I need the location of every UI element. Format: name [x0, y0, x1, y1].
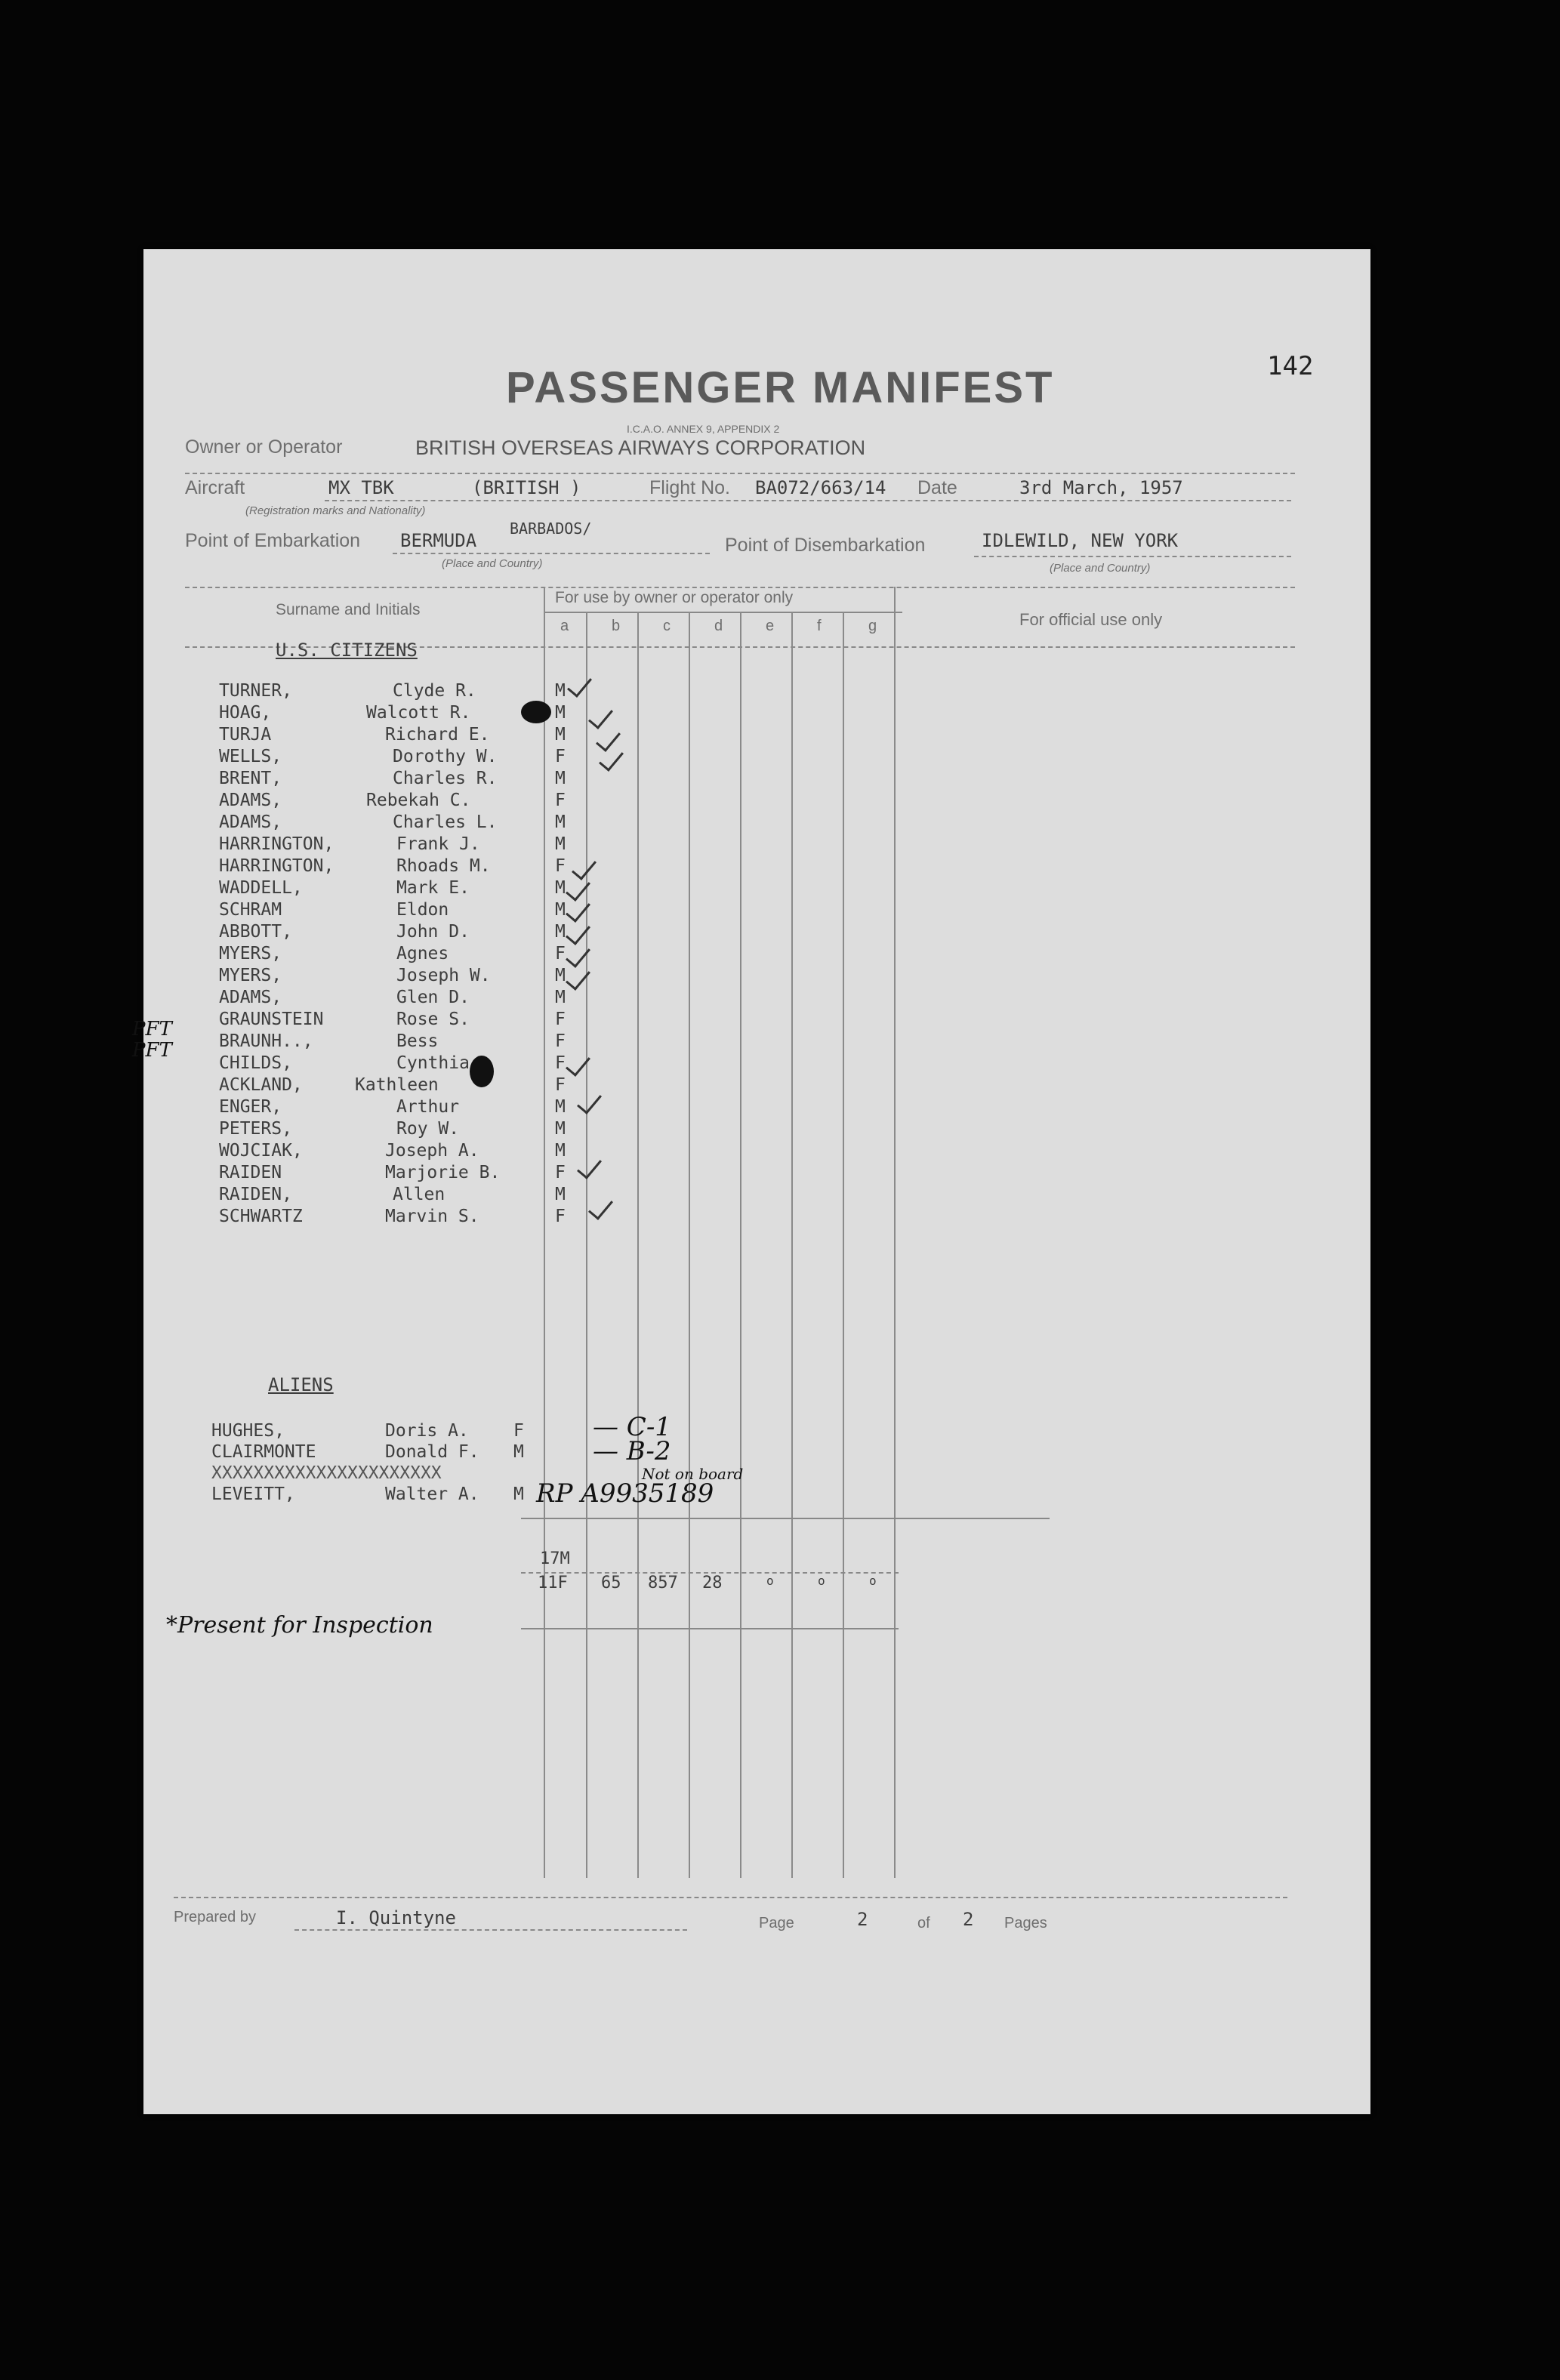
passenger-given: Agnes [396, 944, 449, 963]
aircraft-nationality: (BRITISH ) [472, 477, 581, 498]
of-value: 2 [963, 1909, 974, 1930]
passenger-given: Eldon [396, 900, 449, 920]
passenger-surname: RAIDEN [219, 1163, 282, 1182]
totals-col-e: o [766, 1574, 774, 1588]
disembark-sub: (Place and Country) [1050, 562, 1151, 575]
rule-footer [174, 1897, 1287, 1898]
embark-value: BERMUDA [400, 530, 477, 551]
rule-aircraft [325, 500, 1291, 501]
col-c: c [663, 618, 671, 634]
passenger-given: Rebekah C. [366, 791, 471, 810]
passenger-sex: M [555, 922, 566, 942]
page-value: 2 [857, 1909, 868, 1930]
passenger-surname: LEVEITT, [211, 1484, 295, 1504]
check-mark [577, 1153, 602, 1179]
col-d: d [714, 618, 723, 634]
check-mark [588, 1194, 613, 1220]
passenger-surname: SCHRAM [219, 900, 282, 920]
passenger-sex: M [555, 681, 566, 701]
date-label: Date [917, 477, 957, 498]
passenger-surname: HOAG, [219, 703, 272, 723]
operator-value: BRITISH OVERSEAS AIRWAYS CORPORATION [415, 436, 866, 459]
passenger-given: Roy W. [396, 1119, 460, 1139]
totals-count-females: 11F [538, 1574, 568, 1592]
of-label: of [917, 1915, 930, 1931]
section-aliens: ALIENS [268, 1374, 334, 1395]
pages-label: Pages [1004, 1915, 1047, 1931]
pft-mark: PFT [132, 1018, 172, 1040]
flight-label: Flight No. [649, 477, 730, 498]
passenger-given: Marjorie B. [385, 1163, 501, 1182]
passenger-sex: M [555, 725, 566, 745]
passenger-surname: SCHWARTZ [219, 1207, 303, 1226]
page-label: Page [759, 1915, 794, 1931]
rule-table-top [185, 587, 1295, 588]
col-b: b [612, 618, 621, 634]
passenger-sex: M [555, 1119, 566, 1139]
check-mark [577, 1088, 602, 1114]
passenger-surname: PETERS, [219, 1119, 292, 1139]
passenger-surname: MYERS, [219, 944, 282, 963]
passenger-sex: M [555, 812, 566, 832]
passenger-sex: M [513, 1442, 524, 1462]
passenger-note: — B-2 [593, 1436, 671, 1466]
passenger-given: Kathleen [355, 1075, 439, 1095]
passenger-surname: WADDELL, [219, 878, 303, 898]
passenger-given: Charles R. [393, 769, 498, 788]
passenger-sex: F [555, 1075, 566, 1095]
col-line-2 [637, 612, 639, 1878]
passenger-given: Allen [393, 1185, 445, 1204]
passenger-surname: ADAMS, [219, 791, 282, 810]
passenger-given: Frank J. [396, 834, 480, 854]
passenger-surname: HUGHES, [211, 1421, 285, 1441]
rule-totals-bottom [521, 1628, 899, 1629]
col-line-3 [689, 612, 690, 1878]
passenger-sex: F [555, 944, 566, 963]
passenger-sex: F [555, 791, 566, 810]
passenger-sex: M [555, 769, 566, 788]
passenger-sex: M [513, 1484, 524, 1504]
manifest-title: PASSENGER MANIFEST [506, 363, 1055, 412]
rule-top [185, 473, 1295, 474]
passenger-given: Doris A. [385, 1421, 469, 1441]
passenger-given: Joseph A. [385, 1141, 479, 1161]
passenger-surname: TURNER, [219, 681, 292, 701]
passenger-surname: ADAMS, [219, 812, 282, 832]
col-g: g [868, 618, 877, 634]
passenger-sex: F [555, 856, 566, 876]
passenger-surname: ENGER, [219, 1097, 282, 1117]
totals-col-f: o [818, 1574, 825, 1588]
col-owner-header: For use by owner or operator only [555, 589, 794, 606]
embark-label: Point of Embarkation [185, 530, 361, 551]
passenger-sex: F [513, 1421, 524, 1441]
passenger-sex: M [555, 703, 566, 723]
passenger-surname: WOJCIAK, [219, 1141, 303, 1161]
passenger-sex: M [555, 1141, 566, 1161]
passenger-given: Joseph W. [396, 966, 491, 985]
manifest-subtitle: I.C.A.O. ANNEX 9, APPENDIX 2 [627, 423, 780, 435]
passenger-given: Mark E. [396, 878, 470, 898]
manifest-sheet [132, 249, 1370, 2114]
footnote: *Present for Inspection [166, 1612, 433, 1639]
passenger-sex: M [555, 966, 566, 985]
passenger-sex: M [555, 900, 566, 920]
passenger-surname: ABBOTT, [219, 922, 292, 942]
passenger-surname: HARRINGTON, [219, 856, 335, 876]
passenger-sex: F [555, 1053, 566, 1073]
passenger-surname: MYERS, [219, 966, 282, 985]
passenger-surname: BRENT, [219, 769, 282, 788]
page-number: 142 [1267, 351, 1314, 381]
col-line-5 [791, 612, 793, 1878]
aircraft-value: MX TBK [328, 477, 394, 498]
passenger-surname: GRAUNSTEIN [219, 1010, 324, 1029]
col-f: f [817, 618, 822, 634]
passenger-sex: F [555, 1163, 566, 1182]
passenger-sex: M [555, 1097, 566, 1117]
col-e: e [766, 618, 775, 634]
passenger-given: Donald F. [385, 1442, 479, 1462]
col-surname-header: Surname and Initials [276, 601, 421, 618]
rule-embark [393, 553, 710, 554]
col-line-1 [586, 612, 587, 1878]
passenger-sex: M [555, 878, 566, 898]
prepared-value: I. Quintyne [336, 1907, 456, 1928]
passenger-surname: ACKLAND, [219, 1075, 303, 1095]
passenger-sex: F [555, 1031, 566, 1051]
passenger-given: Clyde R. [393, 681, 476, 701]
embark-value-2: BARBADOS/ [510, 519, 592, 538]
ink-blot [470, 1056, 494, 1087]
passenger-given: Walcott R. [366, 703, 471, 723]
passenger-given: Bess [396, 1031, 439, 1051]
totals-col-c: 857 [648, 1574, 678, 1592]
passenger-given: Marvin S. [385, 1207, 479, 1226]
flight-value: BA072/663/14 [755, 477, 886, 498]
passenger-sex: M [555, 1185, 566, 1204]
passenger-surname: ADAMS, [219, 988, 282, 1007]
embark-sub: (Place and Country) [442, 557, 543, 570]
aircraft-label: Aircraft [185, 477, 245, 498]
rule-totals-top [521, 1518, 1050, 1519]
passenger-surname: HARRINGTON, [219, 834, 335, 854]
passenger-note: RP A9935189 [536, 1478, 714, 1509]
passenger-given: Glen D. [396, 988, 470, 1007]
passenger-surname: TURJA [219, 725, 272, 745]
col-official-header: For official use only [1019, 610, 1163, 629]
passenger-given: Arthur [396, 1097, 460, 1117]
passenger-given: John D. [396, 922, 470, 942]
passenger-sex: M [555, 834, 566, 854]
col-a: a [560, 618, 569, 634]
passenger-surname: CHILDS, [219, 1053, 292, 1073]
passenger-note: — C-1 [593, 1412, 671, 1442]
check-mark [567, 671, 592, 698]
pft-mark: PFT [132, 1039, 172, 1062]
passenger-sex: F [555, 1010, 566, 1029]
passenger-surname: BRAUNH.., [219, 1031, 313, 1051]
section-us-citizens: U.S. CITIZENS [276, 640, 418, 661]
rule-owner-split [544, 612, 902, 613]
check-mark [572, 854, 597, 880]
col-line-0 [544, 587, 545, 1878]
col-line-4 [740, 612, 741, 1878]
rule-disembark [974, 556, 1291, 557]
disembark-label: Point of Disembarkation [725, 535, 926, 556]
passenger-given: Rose S. [396, 1010, 470, 1029]
rule-prepared [294, 1929, 687, 1931]
passenger-surname: WELLS, [219, 747, 282, 766]
col-line-7 [894, 587, 896, 1878]
aircraft-sub: (Registration marks and Nationality) [245, 504, 426, 517]
totals-row-1: 17M [540, 1549, 570, 1568]
totals-col-d: 28 [702, 1574, 723, 1592]
passenger-surname: RAIDEN, [219, 1185, 292, 1204]
passenger-given: Cynthia [396, 1053, 470, 1073]
passenger-given: Rhoads M. [396, 856, 491, 876]
passenger-sex: F [555, 1207, 566, 1226]
prepared-label: Prepared by [174, 1909, 256, 1925]
col-line-6 [843, 612, 844, 1878]
passenger-surname: XXXXXXXXXXXXXXXXXXXXXX [211, 1463, 442, 1483]
disembark-value: IDLEWILD, NEW YORK [982, 530, 1179, 551]
totals-col-g: o [869, 1574, 877, 1588]
passenger-surname: CLAIRMONTE [211, 1442, 316, 1462]
passenger-given: Richard E. [385, 725, 490, 745]
passenger-sex: F [555, 747, 566, 766]
passenger-note: Not on board [642, 1465, 744, 1483]
totals-col-b: 65 [601, 1574, 621, 1592]
check-mark [588, 703, 613, 729]
ink-blot [521, 701, 551, 723]
passenger-given: Walter A. [385, 1484, 479, 1504]
operator-label: Owner or Operator [185, 436, 343, 458]
passenger-given: Dorothy W. [393, 747, 498, 766]
passenger-sex: M [555, 988, 566, 1007]
date-value: 3rd March, 1957 [1019, 477, 1183, 498]
passenger-given: Charles L. [393, 812, 498, 832]
